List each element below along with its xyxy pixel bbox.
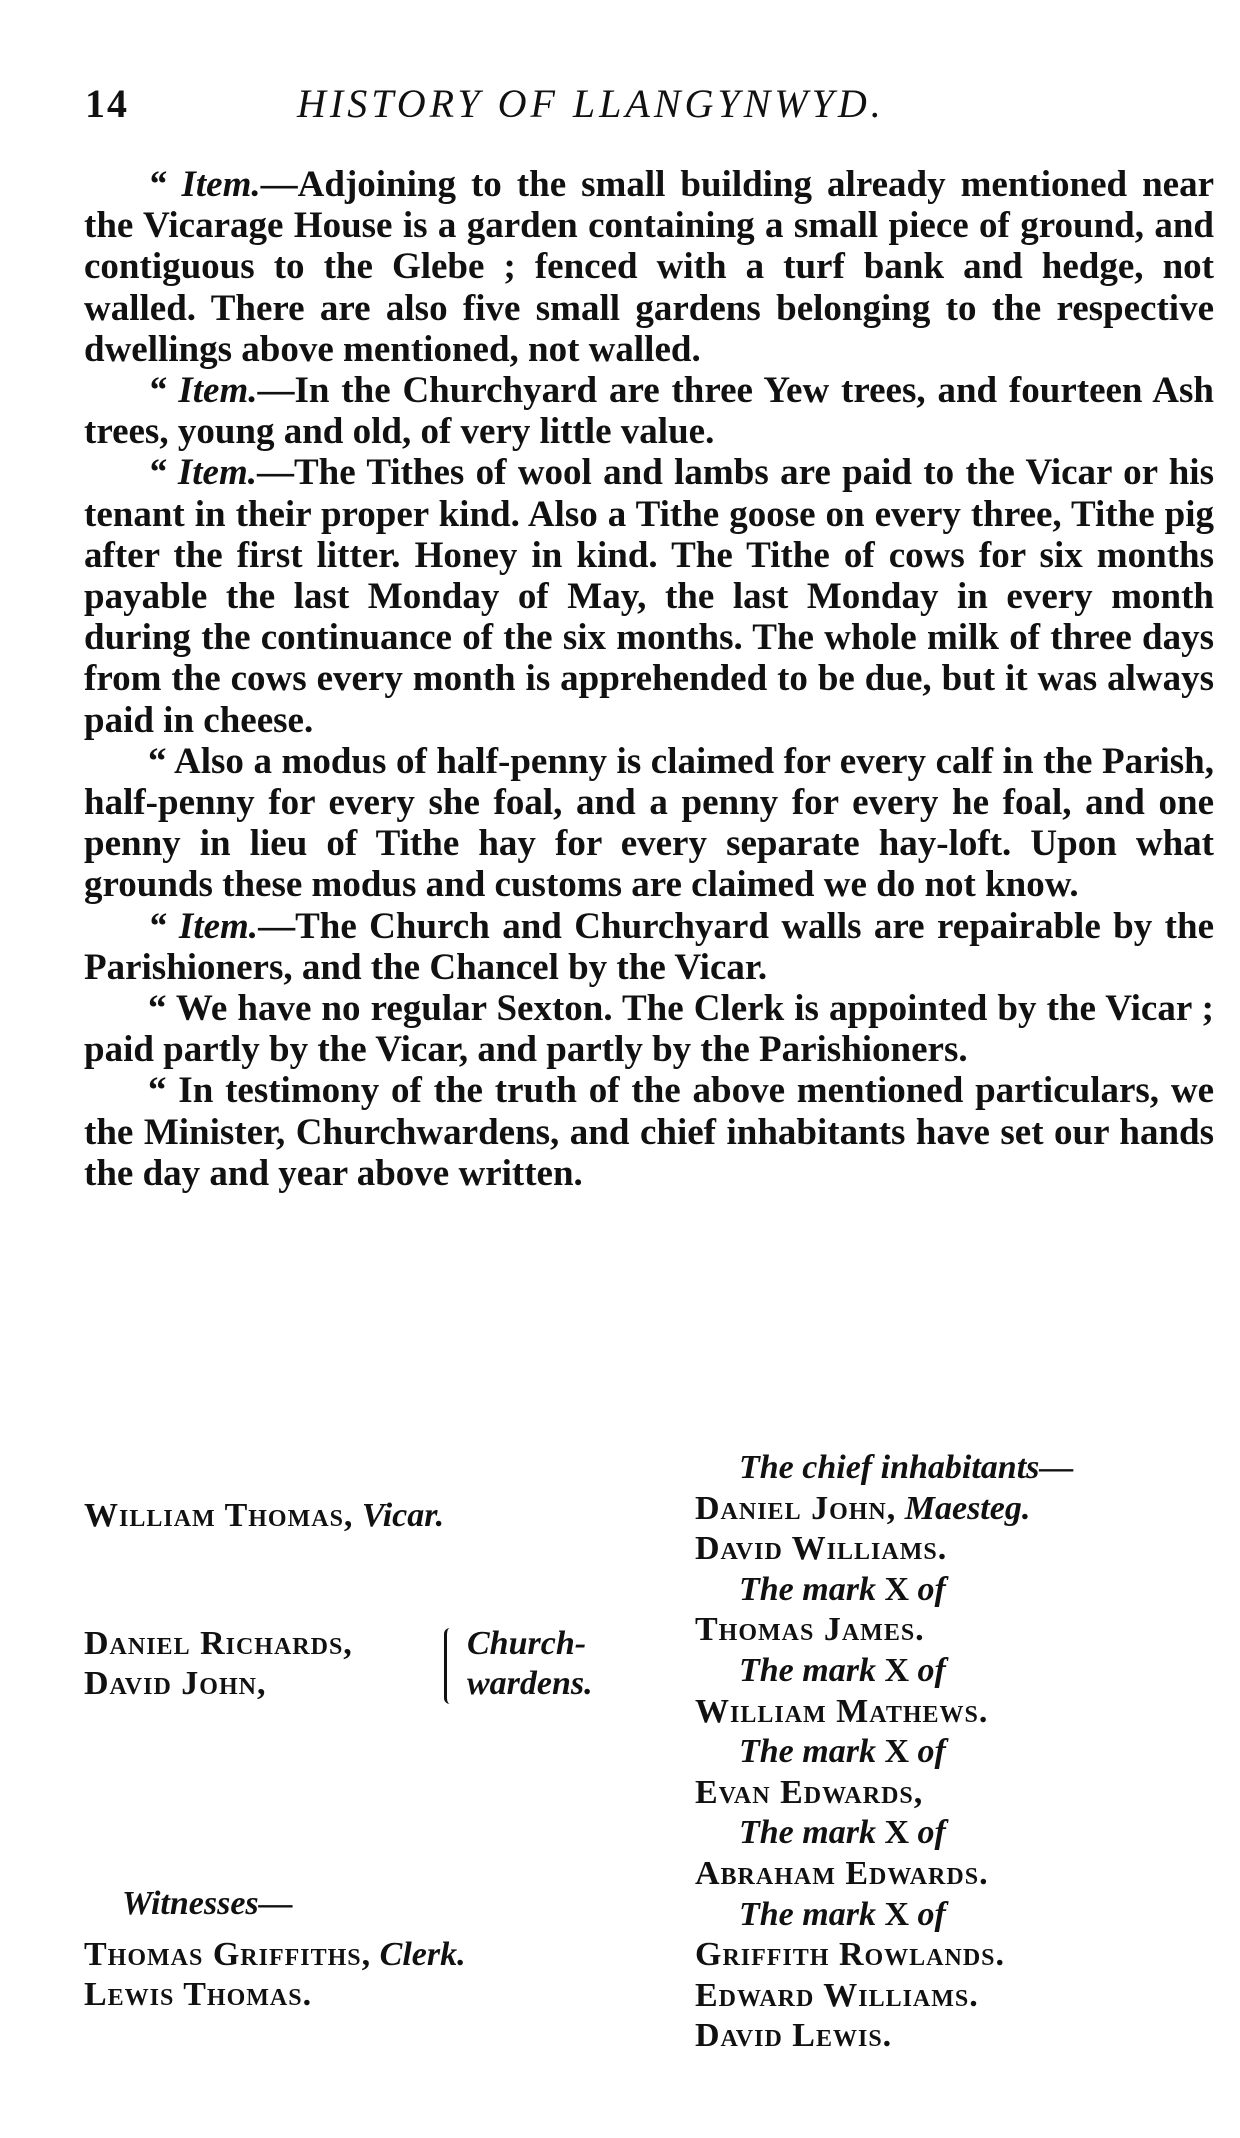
inhabitants-heading: The chief inhabitants— — [739, 1449, 1074, 1486]
mark-cross: X — [884, 1733, 910, 1771]
inhabitant-name-line — [695, 1854, 1073, 1895]
inhabitants-lines — [695, 1489, 1073, 2057]
mark-line — [695, 1813, 1073, 1854]
paragraph — [84, 741, 1214, 906]
paragraph — [84, 988, 1214, 1070]
paragraph-text: “ Also a modus of half-penny is claimed for every calf in the Parish, half-penny for every she foal, and a penny for every he foal, and one penny in lieu of Tithe hay for every separate hay-loft. Upon what grounds these modus and customs are claimed we do not know. — [84, 740, 1214, 906]
item-label: “ Item. — [148, 905, 259, 947]
churchwardens-role — [467, 1624, 593, 1704]
mark-text: The mark — [739, 1570, 876, 1608]
signatory-role: Clerk. — [379, 1936, 466, 1973]
inhabitant-name-line — [695, 1976, 1073, 2017]
paragraph-text: “ We have no regular Sexton. The Clerk is appointed by the Vicar ; paid partly by the Vicar, and partly by the Parishioners. — [84, 988, 1214, 1071]
inhabitant-name-line — [695, 1489, 1073, 1530]
inhabitant-name-line — [695, 1692, 1073, 1733]
mark-text: The mark — [739, 1814, 876, 1852]
mark-cross: X — [884, 1895, 910, 1933]
mark-text: of — [917, 1651, 946, 1689]
mark-cross: X — [884, 1814, 910, 1852]
paragraph-text: —In the Churchyard are three Yew trees, and fourteen Ash trees, young and old, of very little value. — [84, 370, 1214, 453]
brace-divider — [444, 1628, 461, 1704]
paragraph-text: —Adjoining to the small building already mentioned near the Vicarage House is a garden containing a small piece of ground, and contiguous to the Glebe ; fenced with a turf bank and hedge, not walled. There are also five small gardens belonging to the respective dwellings above mentioned, not walled. — [84, 164, 1214, 370]
item-label: “ Item. — [148, 452, 257, 494]
paragraph — [84, 1070, 1214, 1194]
mark-cross: X — [884, 1570, 910, 1608]
item-label: “ Item. — [148, 164, 261, 205]
witness-signature — [84, 1935, 466, 1975]
signatory-name: William Thomas, — [84, 1497, 354, 1534]
mark-text: of — [917, 1895, 946, 1933]
paragraph — [84, 164, 1214, 370]
inhabitant-name-line — [695, 1610, 1073, 1651]
chief-inhabitants-list — [695, 1448, 1073, 2057]
churchwardens-signature — [84, 1624, 593, 1704]
page-number: 14 — [85, 81, 129, 126]
mark-text: of — [917, 1814, 946, 1852]
role-line: Church- — [467, 1625, 587, 1662]
paragraph — [84, 452, 1214, 740]
signatory-name: David John, — [84, 1665, 267, 1702]
signatory-name: William Mathews. — [695, 1692, 989, 1730]
mark-text: of — [917, 1570, 946, 1608]
mark-line — [695, 1895, 1073, 1936]
signatory-name: Abraham Edwards. — [695, 1854, 989, 1892]
mark-text: The mark — [739, 1895, 876, 1933]
inhabitant-name-line — [695, 2016, 1073, 2057]
mark-text: The mark — [739, 1651, 876, 1689]
paragraph-text: —The Church and Churchyard walls are repairable by the Parishioners, and the Chancel by the Vicar. — [84, 905, 1214, 988]
signatory-place: Maesteg. — [904, 1489, 1031, 1527]
running-title: HISTORY OF LLANGYNWYD. — [297, 81, 885, 126]
item-label: “ Item. — [148, 370, 258, 412]
paragraph-text: “ In testimony of the truth of the above mentioned particulars, we the Minister, Churchwardens, and chief inhabitants have set our hands the day and year above written. — [84, 1070, 1214, 1194]
witness-signature — [84, 1975, 312, 2015]
signatory-name: David Lewis. — [695, 2017, 893, 2055]
signatory-name: Daniel John, — [695, 1489, 897, 1527]
witnesses-heading-text: Witnesses— — [122, 1885, 293, 1922]
mark-line — [695, 1732, 1073, 1773]
vicar-signature — [84, 1496, 444, 1536]
paragraph-text: —The Tithes of wool and lambs are paid to the Vicar or his tenant in their proper kind. Also a Tithe goose on every three, Tithe pig after the first litter. Honey in kind. The Tithe of cows for six months payable the last Monday of May, the last Monday in every month during the continuance of the six months. The whole milk of three days from the cows every month is apprehended to be due, but it was always paid in cheese. — [84, 452, 1214, 741]
body-text — [84, 164, 1214, 1194]
witnesses-heading — [122, 1884, 293, 1924]
signatory-name: Edward Williams. — [695, 1976, 979, 2014]
inhabitant-name-line — [695, 1935, 1073, 1976]
signatory-name: Thomas Griffiths, — [84, 1936, 372, 1973]
inhabitant-name-line — [695, 1773, 1073, 1814]
mark-text: The mark — [739, 1733, 876, 1771]
mark-cross: X — [884, 1651, 910, 1689]
paragraph — [84, 370, 1214, 452]
paragraph — [84, 906, 1214, 988]
signatory-role: Vicar. — [361, 1497, 445, 1534]
mark-line — [695, 1570, 1073, 1611]
signatory-name: Thomas James. — [695, 1611, 925, 1649]
mark-line — [695, 1651, 1073, 1692]
signatory-name: Evan Edwards, — [695, 1773, 924, 1811]
inhabitant-name-line — [695, 1529, 1073, 1570]
signatory-name: Griffith Rowlands. — [695, 1936, 1006, 1974]
churchwarden-names — [84, 1624, 353, 1704]
signatory-name: Daniel Richards, — [84, 1625, 353, 1662]
role-line: wardens. — [467, 1665, 593, 1702]
mark-text: of — [917, 1733, 946, 1771]
signatory-name: Lewis Thomas. — [84, 1976, 313, 2013]
signatory-name: David Williams. — [695, 1530, 948, 1568]
